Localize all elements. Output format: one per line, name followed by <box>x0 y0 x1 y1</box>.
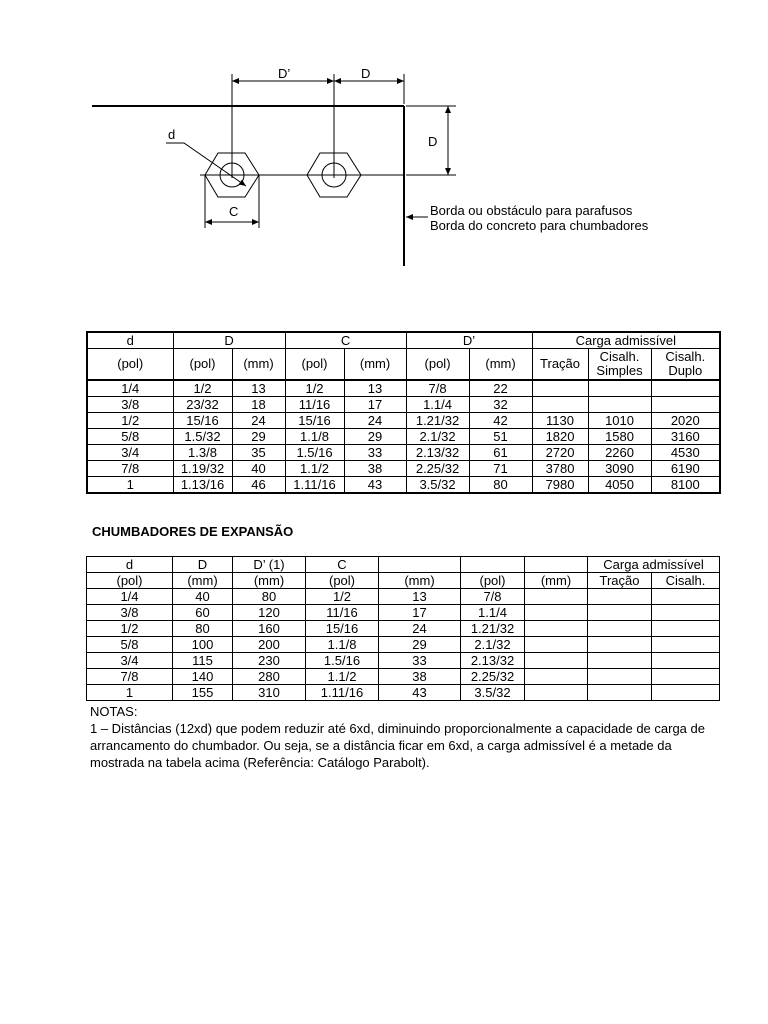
table-cell: 3780 <box>532 461 588 477</box>
table-cell: 1.13/16 <box>173 477 232 494</box>
notes <box>90 703 720 771</box>
table-row <box>87 589 720 605</box>
table-cell: 2.25/32 <box>461 669 525 685</box>
table-cell: 4050 <box>588 477 651 494</box>
table-cell: 3090 <box>588 461 651 477</box>
table-cell <box>652 637 720 653</box>
header-cell: (pol) <box>285 349 344 381</box>
table-cell: 43 <box>344 477 406 494</box>
table-cell: 46 <box>232 477 285 494</box>
table-row <box>87 429 720 445</box>
anchor-table <box>86 556 720 701</box>
table1-header-row-2 <box>87 349 720 381</box>
table-cell: 3/4 <box>87 445 173 461</box>
label-edge-concrete: Borda do concreto para chumbadores <box>430 218 649 233</box>
table-cell <box>588 589 652 605</box>
label-c: C <box>229 204 239 219</box>
table-cell: 13 <box>232 380 285 397</box>
table-cell: 13 <box>379 589 461 605</box>
table-cell: 2.13/32 <box>406 445 469 461</box>
table-cell <box>525 621 588 637</box>
table-cell: 4530 <box>651 445 720 461</box>
label-d-prime: D’ <box>278 66 291 81</box>
bolt-load-table <box>86 331 721 494</box>
header-cell: D’ <box>406 332 532 349</box>
table-cell: 1.5/32 <box>173 429 232 445</box>
table-cell: 33 <box>344 445 406 461</box>
table-cell: 29 <box>379 637 461 653</box>
section-title: CHUMBADORES DE EXPANSÃO <box>92 524 294 539</box>
table-cell <box>525 685 588 701</box>
header-cell: (mm) <box>232 349 285 381</box>
label-d-side: D <box>428 134 438 149</box>
table-cell: 2.25/32 <box>406 461 469 477</box>
table-cell: 160 <box>233 621 306 637</box>
table-cell <box>525 589 588 605</box>
table-cell <box>652 605 720 621</box>
table-cell: 33 <box>379 653 461 669</box>
table-cell: 1/4 <box>87 589 173 605</box>
header-cell: D <box>173 332 285 349</box>
header-cell: (mm) <box>233 573 306 589</box>
table-row <box>87 413 720 429</box>
table-cell <box>532 397 588 413</box>
table-cell: 17 <box>344 397 406 413</box>
header-cell: (pol) <box>87 573 173 589</box>
table-cell: 1.5/16 <box>285 445 344 461</box>
table-cell <box>588 685 652 701</box>
table-cell: 1 <box>87 477 173 494</box>
header-cell: (pol) <box>306 573 379 589</box>
table-cell: 80 <box>233 589 306 605</box>
table-cell: 140 <box>173 669 233 685</box>
header-cell: Carga admissível <box>588 557 720 573</box>
table-cell <box>588 669 652 685</box>
table-cell: 1.5/16 <box>306 653 379 669</box>
header-cell: Cisalh. <box>652 573 720 589</box>
table-cell: 1/2 <box>173 380 232 397</box>
table-cell <box>652 653 720 669</box>
table-cell: 2020 <box>651 413 720 429</box>
table-cell: 1580 <box>588 429 651 445</box>
table-cell: 1/4 <box>87 380 173 397</box>
table-cell <box>588 397 651 413</box>
table-cell: 200 <box>233 637 306 653</box>
table-cell: 1820 <box>532 429 588 445</box>
table-cell: 3/8 <box>87 605 173 621</box>
table-cell <box>588 653 652 669</box>
header-cell: d <box>87 332 173 349</box>
table-cell: 1.11/16 <box>306 685 379 701</box>
table-cell: 7980 <box>532 477 588 494</box>
table-cell: 71 <box>469 461 532 477</box>
header-cell: C <box>306 557 379 573</box>
table-cell <box>651 380 720 397</box>
table-cell: 5/8 <box>87 429 173 445</box>
table-cell: 8100 <box>651 477 720 494</box>
header-cell: Tração <box>532 349 588 381</box>
table-cell: 3160 <box>651 429 720 445</box>
table-cell <box>652 589 720 605</box>
header-cell: (mm) <box>173 573 233 589</box>
table-cell: 60 <box>173 605 233 621</box>
notes-title: NOTAS: <box>90 704 138 719</box>
table-row <box>87 397 720 413</box>
header-cell: (mm) <box>344 349 406 381</box>
table1-header-row-1 <box>87 332 720 349</box>
table-cell: 38 <box>379 669 461 685</box>
table-cell: 2.1/32 <box>406 429 469 445</box>
table-cell <box>525 669 588 685</box>
table-cell: 7/8 <box>461 589 525 605</box>
table-cell: 1010 <box>588 413 651 429</box>
header-cell: (pol) <box>173 349 232 381</box>
table2-body <box>87 589 720 701</box>
header-cell: (mm) <box>469 349 532 381</box>
table-cell: 1.3/8 <box>173 445 232 461</box>
table-cell: 15/16 <box>285 413 344 429</box>
table-cell: 3.5/32 <box>406 477 469 494</box>
table-cell: 32 <box>469 397 532 413</box>
table-cell: 38 <box>344 461 406 477</box>
table-cell <box>652 685 720 701</box>
table-row <box>87 621 720 637</box>
table-cell <box>525 653 588 669</box>
table-cell: 1.1/8 <box>285 429 344 445</box>
table-cell: 1.11/16 <box>285 477 344 494</box>
table-row <box>87 685 720 701</box>
table-cell: 1.1/2 <box>285 461 344 477</box>
table-cell: 1 <box>87 685 173 701</box>
table-cell: 1/2 <box>285 380 344 397</box>
table-cell: 1.21/32 <box>461 621 525 637</box>
table-cell: 1.21/32 <box>406 413 469 429</box>
table-row <box>87 445 720 461</box>
table-cell <box>588 605 652 621</box>
table-row <box>87 380 720 397</box>
header-cell: (mm) <box>525 573 588 589</box>
table-cell: 1.19/32 <box>173 461 232 477</box>
table-cell <box>525 637 588 653</box>
table-row <box>87 653 720 669</box>
table-row <box>87 461 720 477</box>
table-cell <box>651 397 720 413</box>
table-cell: 80 <box>469 477 532 494</box>
header-cell: Cisalh. Simples <box>588 349 651 381</box>
table-row <box>87 605 720 621</box>
table-cell: 23/32 <box>173 397 232 413</box>
header-cell: d <box>87 557 173 573</box>
table-cell: 3/4 <box>87 653 173 669</box>
table-cell <box>525 605 588 621</box>
table-cell: 1/2 <box>87 621 173 637</box>
table-cell <box>588 621 652 637</box>
table-cell: 280 <box>233 669 306 685</box>
table-cell <box>588 637 652 653</box>
table-cell <box>652 669 720 685</box>
d-leader <box>166 143 246 186</box>
table-cell: 2260 <box>588 445 651 461</box>
notes-line-1: 1 – Distâncias (12xd) que podem reduzir até 6xd, diminuindo proporcionalmente a capacidade de carga de arrancamento do chumbador. Ou seja, se a distância ficar em 6xd, a carga admissível é a metade da mostrada na tabela acima (Referência: Catálogo Parabolt). <box>90 721 705 770</box>
table-cell: 11/16 <box>306 605 379 621</box>
header-cell <box>525 557 588 573</box>
header-cell: (mm) <box>379 573 461 589</box>
header-cell: Carga admissível <box>532 332 720 349</box>
table1-body <box>87 380 720 493</box>
label-d-top: D <box>361 66 371 81</box>
table-cell: 7/8 <box>87 669 173 685</box>
table-cell: 1/2 <box>87 413 173 429</box>
table-cell: 3.5/32 <box>461 685 525 701</box>
table-cell: 120 <box>233 605 306 621</box>
table-cell <box>532 380 588 397</box>
header-cell: Cisalh. Duplo <box>651 349 720 381</box>
table-cell: 22 <box>469 380 532 397</box>
table-cell: 7/8 <box>406 380 469 397</box>
table2-header-row-1 <box>87 557 720 573</box>
table-cell: 29 <box>344 429 406 445</box>
table-cell: 2.13/32 <box>461 653 525 669</box>
table-cell: 6190 <box>651 461 720 477</box>
table-cell: 3/8 <box>87 397 173 413</box>
table-cell: 310 <box>233 685 306 701</box>
table-cell: 40 <box>173 589 233 605</box>
label-edge-bolts: Borda ou obstáculo para parafusos <box>430 203 633 218</box>
table-cell: 15/16 <box>173 413 232 429</box>
table-cell: 7/8 <box>87 461 173 477</box>
table-cell: 2720 <box>532 445 588 461</box>
header-cell: C <box>285 332 406 349</box>
table-cell: 18 <box>232 397 285 413</box>
table2-header-row-2 <box>87 573 720 589</box>
table-cell: 1.1/8 <box>306 637 379 653</box>
header-cell: (pol) <box>461 573 525 589</box>
table-cell: 11/16 <box>285 397 344 413</box>
table-row <box>87 477 720 494</box>
header-cell: Tração <box>588 573 652 589</box>
table-cell: 1.1/4 <box>461 605 525 621</box>
table-cell: 17 <box>379 605 461 621</box>
header-cell: D’ (1) <box>233 557 306 573</box>
header-cell: (pol) <box>87 349 173 381</box>
table-cell: 230 <box>233 653 306 669</box>
table-row <box>87 669 720 685</box>
table-cell: 2.1/32 <box>461 637 525 653</box>
table-cell: 29 <box>232 429 285 445</box>
table-cell: 24 <box>344 413 406 429</box>
table-cell: 13 <box>344 380 406 397</box>
bolt-spacing-drawing <box>0 0 768 300</box>
table-cell: 24 <box>232 413 285 429</box>
table-cell: 40 <box>232 461 285 477</box>
table-cell: 100 <box>173 637 233 653</box>
header-cell <box>461 557 525 573</box>
header-cell: (pol) <box>406 349 469 381</box>
header-cell: D <box>173 557 233 573</box>
table-cell: 61 <box>469 445 532 461</box>
table-cell: 24 <box>379 621 461 637</box>
table-cell: 42 <box>469 413 532 429</box>
table-cell: 1.1/4 <box>406 397 469 413</box>
table-row <box>87 637 720 653</box>
table-cell: 15/16 <box>306 621 379 637</box>
table-cell: 1/2 <box>306 589 379 605</box>
table-cell: 5/8 <box>87 637 173 653</box>
label-d-small: d <box>168 127 176 142</box>
table-cell: 115 <box>173 653 233 669</box>
table-cell: 43 <box>379 685 461 701</box>
table-cell <box>652 621 720 637</box>
header-cell <box>379 557 461 573</box>
table-cell: 1130 <box>532 413 588 429</box>
table-cell: 51 <box>469 429 532 445</box>
table-cell <box>588 380 651 397</box>
table-cell: 80 <box>173 621 233 637</box>
table-cell: 35 <box>232 445 285 461</box>
table-cell: 155 <box>173 685 233 701</box>
table-cell: 1.1/2 <box>306 669 379 685</box>
